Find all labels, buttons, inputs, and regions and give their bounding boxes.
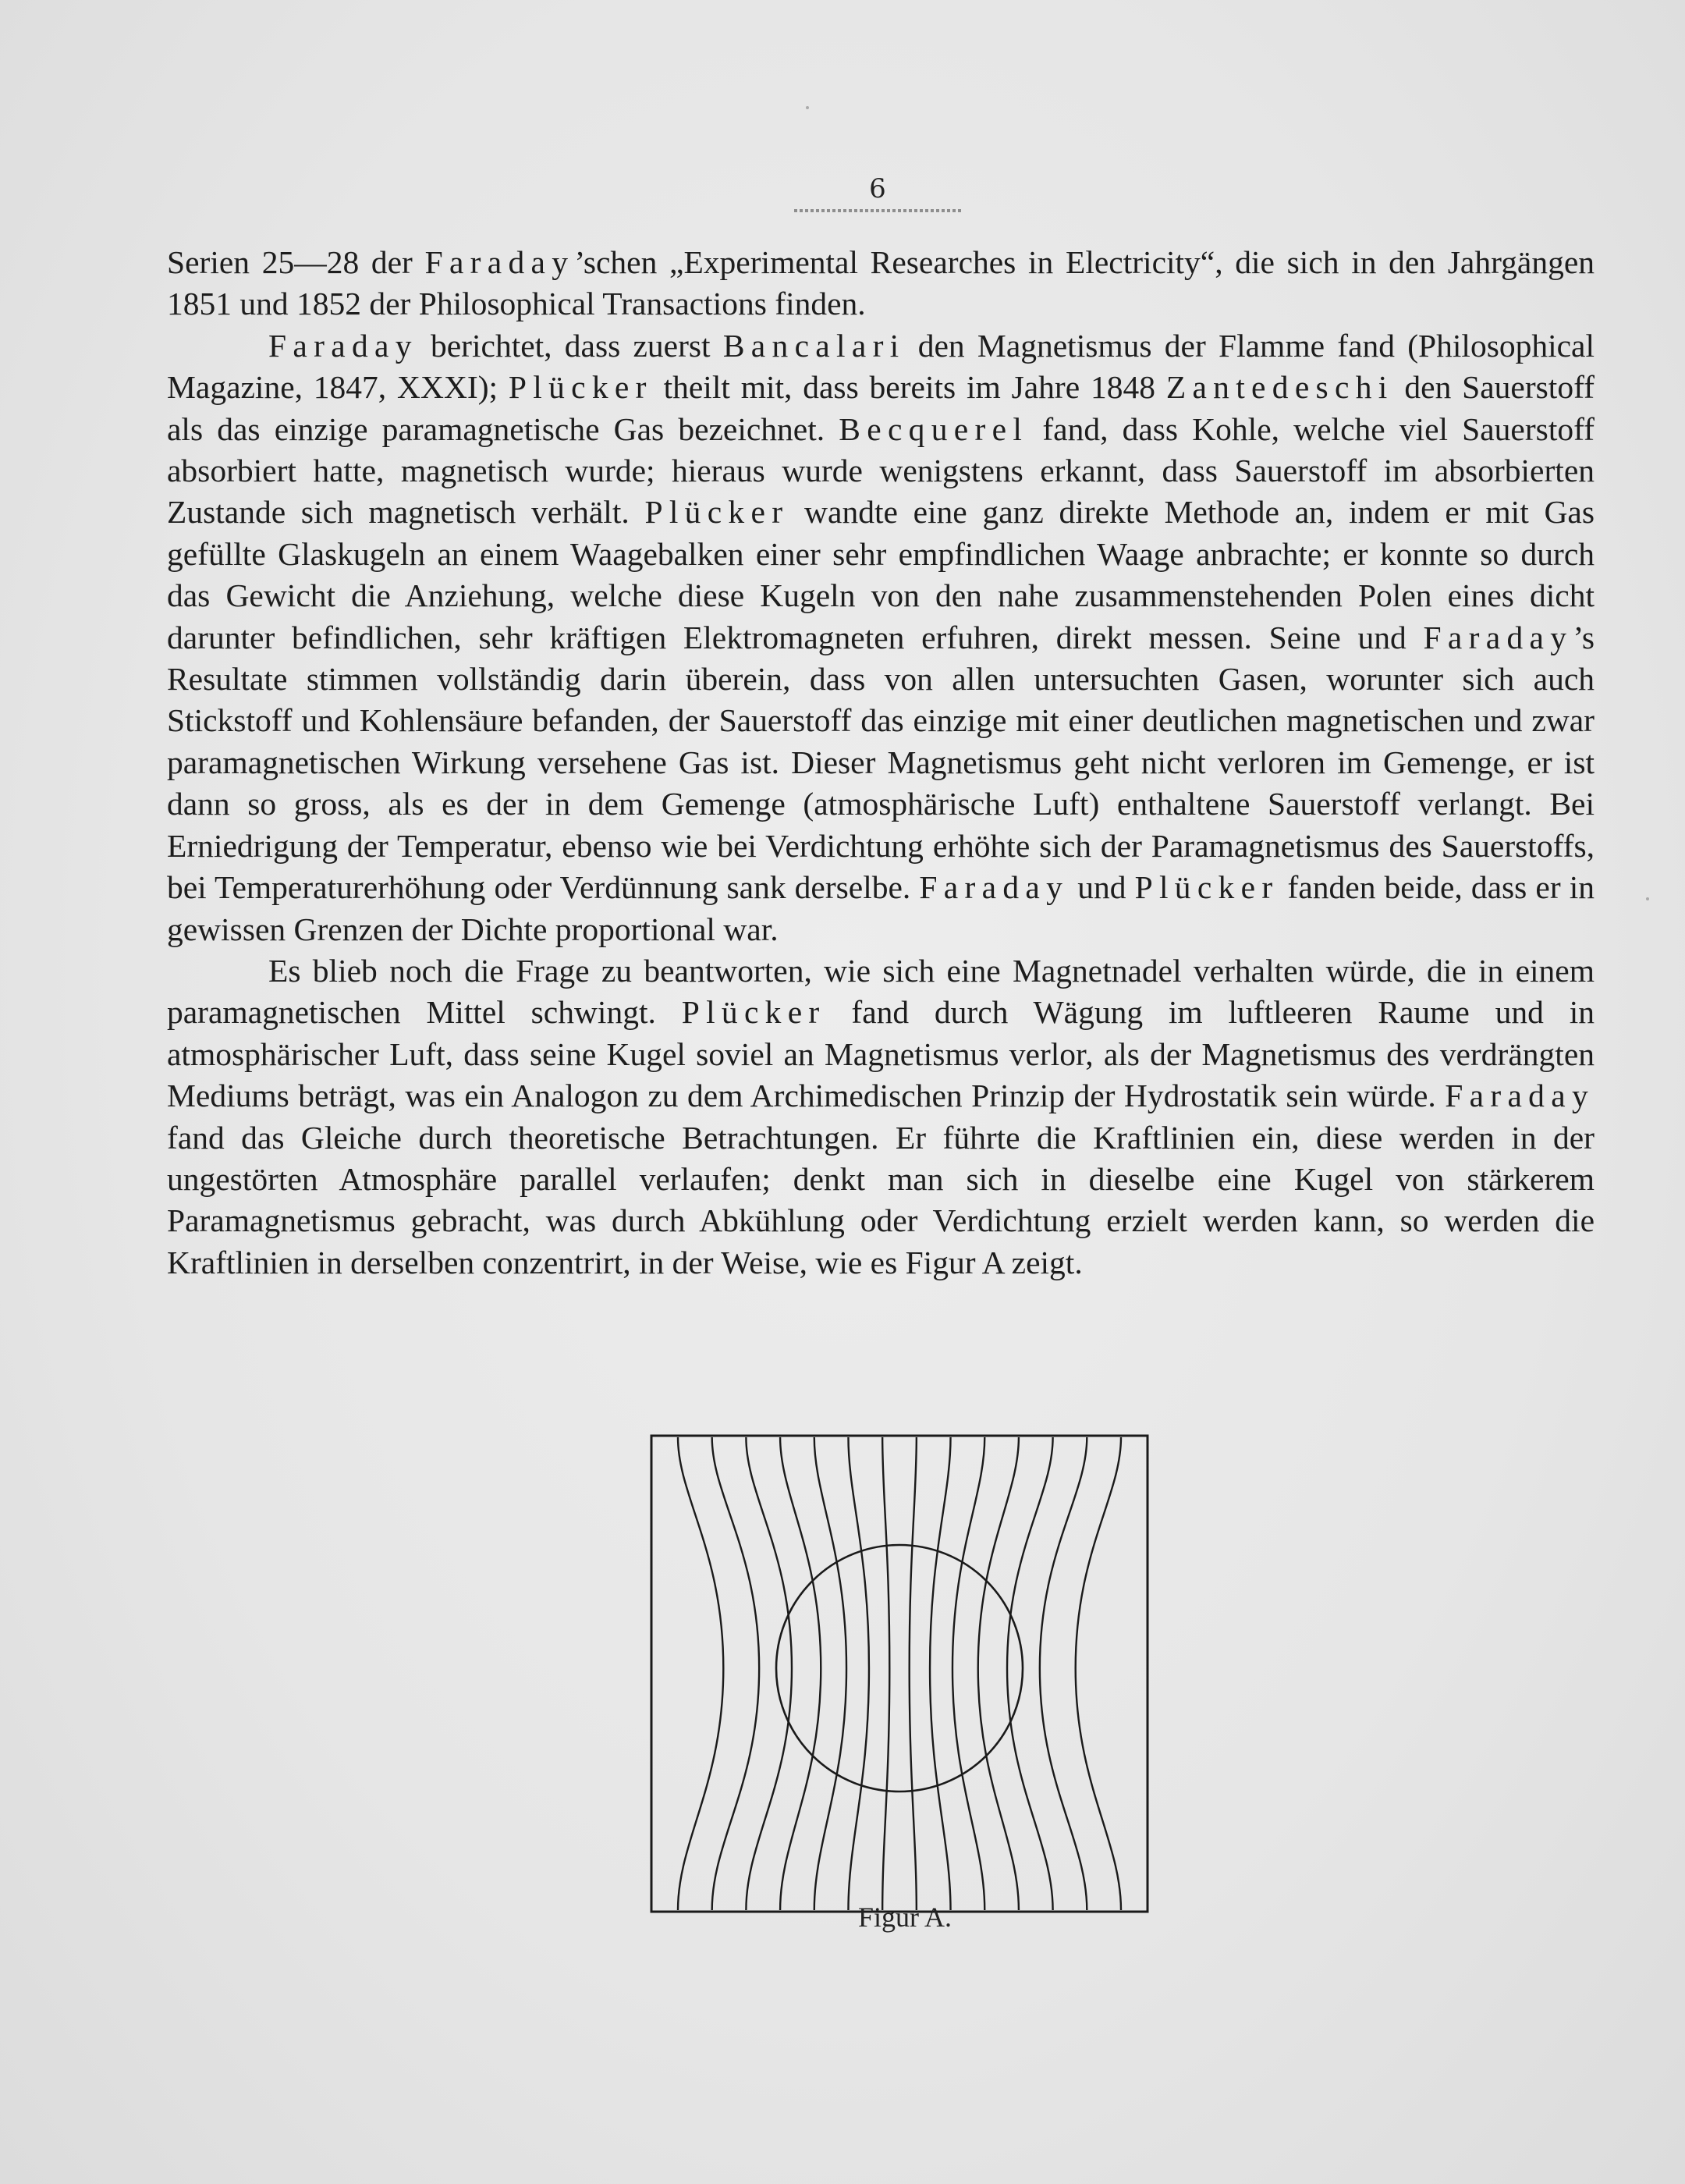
speck [806,106,809,109]
spaced-name: Faraday [919,869,1070,906]
text-run: ’s Resultate stimmen vollständig darin überein, dass von allen untersuchten Gasen, worunter sich auch Stickstoff und Kohlensäure befanden, der Sauerstoff das einzige mit einer deutlichen magnetischen und zwar paramagnetischen Wirkung versehene Gas ist. Dieser Magnetismus geht nicht verloren im Gemenge, er ist dann so gross, als es der in dem Gemenge (atmosphärische Luft) enthaltene Sauerstoff verlangt. Bei Erniedrigung der Temperatur, ebenso wie bei Verdichtung erhöhte sich der Paramagnetismus des Sauerstoffs, bei Temperaturerhöhung oder Verdünnung sank derselbe. [167,619,1595,906]
field-line [1076,1437,1121,1910]
field-line [952,1437,984,1910]
text-run: fand das Gleiche durch theoretische Betrachtungen. Er führte die Kraftlinien ein, diese werden in der ungestörten Atmosphäre parallel verlaufen; denkt man sich in dieselbe eine Kugel von stärkerem Paramagnetismus gebracht, was durch Abkühlung oder Verdichtung erzielt werden kann, so werden die Kraftlinien in derselben conzentrirt, in der Weise, wie es Figur A zeigt. [167,1119,1595,1280]
text-run: Serien 25—28 der [167,244,425,280]
field-line [746,1437,792,1910]
text-run: und [1069,869,1135,906]
field-line [678,1437,723,1910]
spaced-name: Zantedeschi [1165,369,1394,406]
field-line [910,1437,917,1910]
text-run: wandte eine ganz direkte Methode an, indem er mit Gas gefüllte Glaskugeln an einem Waagebalken einer sehr empfindlichen Waage anbrachte; er konnte so durch das Gewicht die Anziehung, welche diese Kugeln von den nahe zusammenstehenden Polen eines dicht darunter befindlichen, sehr kräftigen Elektromagneten erfuhren, direkt messen. Seine und [167,494,1595,655]
text-run: theilt mit, dass bereits im Jahre 1848 [652,369,1166,406]
text-run: berichtet, dass zuerst [417,327,723,364]
text-run: den Magnetismus der Flamme fand (Philosophical Magazine, 1847, XXXI); [167,327,1595,406]
text-run: fand durch Wägung im luftleeren Raume und in atmosphärischer Luft, dass seine Kugel soviel an Magnetismus verlor, als der Magnetismus des verdrängten Mediums beträgt, was ein Analogon zu dem Archimedischen Prinzip der Hydrostatik sein würde. [167,994,1595,1114]
speck [1646,897,1649,900]
text-run: ’schen „Experimental Researches in Electricity“, die sich in den Jahrgängen 1851 und 1852 der Philosophical Transactions finden. [167,244,1595,322]
spaced-name: Plücker [644,494,789,531]
text-run: Es blieb noch die Frage zu beantworten, wie sich eine Magnetnadel verhalten würde, die in einem paramagnetischen Mittel schwingt. [167,952,1595,1031]
field-line [814,1437,846,1910]
field-line [1007,1437,1053,1910]
text-run: den Sauerstoff als das einzige paramagnetische Gas bezeichnet. [167,369,1595,447]
spaced-name: Plücker [681,994,826,1031]
figure-a [650,1434,1149,1913]
text-run: fand, dass Kohle, welche viel Sauerstoff absorbiert hatte, magnetisch wurde; hieraus wurde wenigstens erkannt, dass Sauerstoff im absorbierten Zustande sich magnetisch verhält. [167,410,1595,531]
paragraph [167,242,1595,325]
spaced-name: Faraday [424,244,575,280]
page-number: 6 [869,173,886,204]
field-line [712,1437,759,1910]
field-lines [678,1437,1121,1910]
figure-caption: Figur A. [857,1902,952,1933]
field-line [930,1437,950,1910]
spaced-name: Faraday [1445,1078,1595,1114]
spaced-name: Bancalari [722,327,906,364]
body-text [167,242,1595,1284]
text-run: fanden beide, dass er in gewissen Grenzen der Dichte proportional war. [167,869,1595,947]
spaced-name: Plücker [1134,869,1279,906]
field-line [780,1437,821,1910]
spaced-name: Plücker [508,369,653,406]
spaced-name: Faraday [1423,619,1573,655]
field-line [882,1437,889,1910]
spaced-name: Becquerel [839,410,1029,447]
paragraph [167,950,1595,1284]
paragraph [167,325,1595,950]
field-line [978,1437,1019,1910]
page-number-rule [794,209,961,212]
spaced-name: Faraday [268,327,418,364]
field-line [848,1437,868,1910]
field-line [1040,1437,1087,1910]
